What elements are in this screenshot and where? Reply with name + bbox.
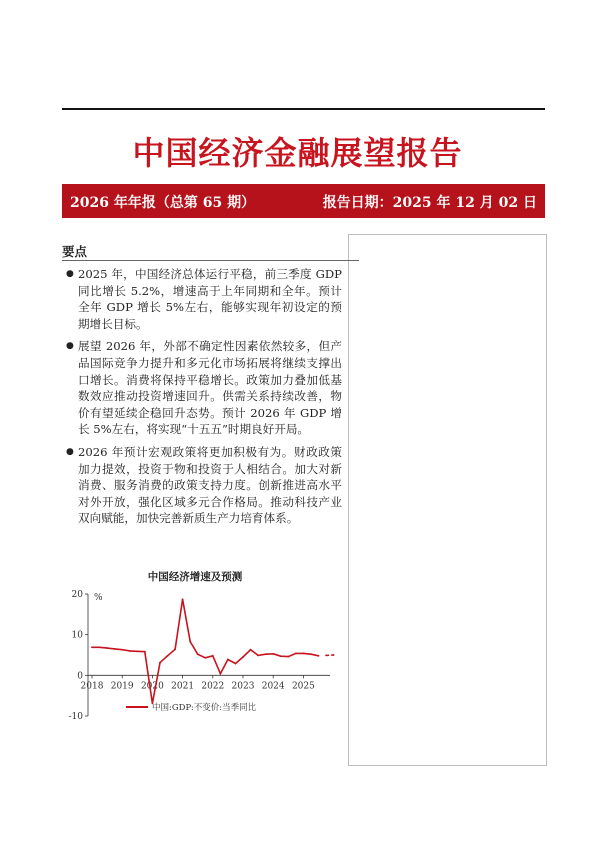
bullet-text: 2025 年，中国经济总体运行平稳，前三季度 GDP 同比增长 5.2%，增速高于上年同期和全年。预计全年 GDP 增长 5%左右，能够实现年初设定的预期增长目标。 [78,267,342,331]
x-tick-label: 2025 [291,681,315,692]
data-point [227,659,229,661]
data-point [204,657,206,659]
legend-label: 中国:GDP:不变价:当季同比 [152,703,257,713]
data-point [242,656,244,658]
chart-title: 中国经济增速及预测 [147,571,243,583]
x-tick-label: 2023 [231,681,255,692]
gdp-growth-chart [60,566,345,736]
top-rule [62,108,545,110]
data-point [325,655,327,657]
data-point [159,662,161,664]
data-point [310,653,312,655]
data-point [99,646,101,648]
summary-bullet [66,444,342,527]
y-tick-label: -10 [68,712,83,722]
x-tick-label: 2024 [261,681,285,692]
data-point [265,653,267,655]
x-tick-label: 2021 [171,681,195,692]
data-point [144,651,146,653]
report-date: 报告日期：2025 年 12 月 02 日 [322,195,537,211]
data-point [106,647,108,649]
data-point [235,663,237,665]
x-tick-label: 2018 [80,681,104,692]
chart-unit-label: % [94,593,103,603]
data-point [287,656,289,658]
data-point [136,650,138,652]
bullet-dot-icon: ● [66,341,74,352]
bullet-text: 2026 年预计宏观政策将更加积极有为。财政政策加力提效，投资于物和投资于人相结合。加大对新消费、服务消费的政策支持力度。创新推进高水平对外开放，强化区域多元合作格局。推动科技产业双向赋能，加快完善新质生产力培育体系。 [78,444,342,526]
data-point [189,641,191,643]
summary-bullet [66,338,342,438]
data-point [272,653,274,655]
data-point [129,650,131,652]
summary-bullets [66,266,342,533]
data-point [91,646,93,648]
edition-label: 2026 年年报（总第 65 期） [70,195,256,211]
data-point [318,655,320,657]
data-point [250,649,252,651]
bullet-dot-icon: ● [66,446,74,457]
data-point [182,598,184,600]
y-tick-label: 10 [71,630,83,641]
data-point [121,649,123,651]
data-point [219,673,221,675]
summary-rule [62,260,359,261]
data-point [295,652,297,654]
x-tick-label: 2019 [110,681,134,692]
data-point [167,655,169,657]
bullet-text: 展望 2026 年，外部不确定性因素依然较多，但产品国际竞争力提升和多元化市场拓展将继续支撑出口增长。消费将保持平稳增长。政策加力叠加低基数效应推动投资增速回升。供需关系持续改善，物价有望延续企稳回升态势。预计 2026 年 GDP 增长 5%左右，将实现“十五五”时期良好开局。 [78,339,342,437]
x-tick-label: 2022 [201,681,225,692]
summary-bullet [66,266,342,332]
summary-heading: 要点 [62,244,88,259]
data-point [303,652,305,654]
report-banner [62,184,545,218]
x-tick-label: 2020 [140,681,164,692]
data-point [174,648,176,650]
sidebar-box [348,234,547,766]
data-point [197,653,199,655]
data-point [212,655,214,657]
y-tick-label: 20 [71,590,83,600]
data-point [333,654,335,656]
bullet-dot-icon: ● [66,269,74,279]
data-point [257,655,259,657]
data-point [280,655,282,657]
data-point [114,648,116,650]
report-title: 中国经济金融展望报告 [132,134,463,172]
y-tick-label: 0 [77,671,83,682]
